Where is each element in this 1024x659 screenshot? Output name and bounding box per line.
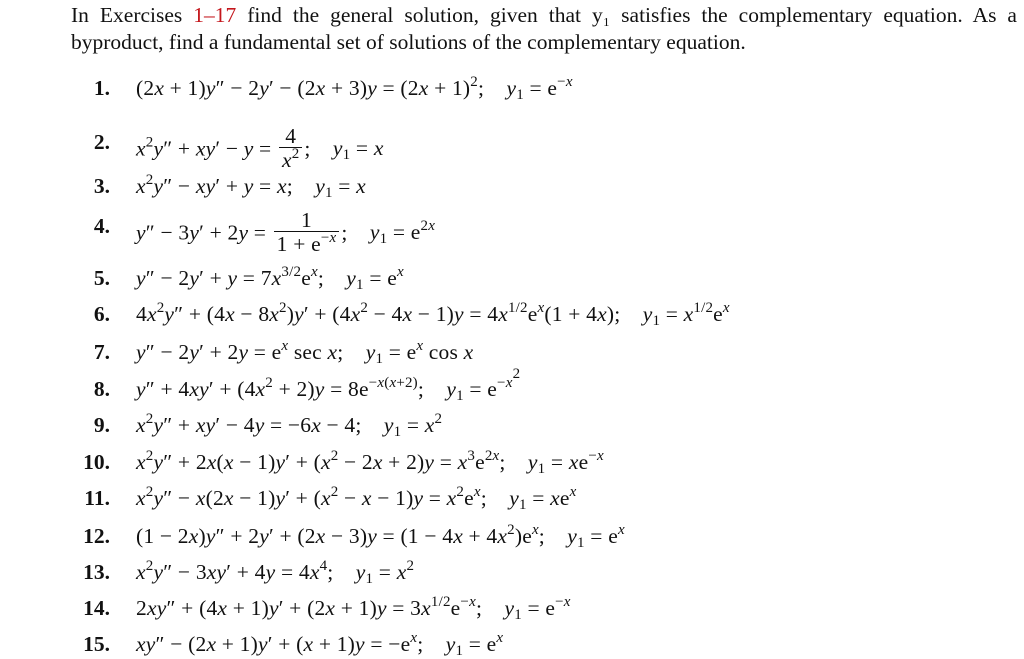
exercise-equation: $y'' + 4xy' + (4x^2 + 2)y = 8e^{-x(x+2)}$; $y_1 = e^{-x^2}$ — [136, 366, 521, 404]
exercise-number: 8. — [93, 377, 110, 401]
exercise-equation: $x^2y'' - 3xy' + 4y = 4x^4$; $y_1 = x^2$ — [136, 558, 415, 587]
exercise-equation: $x^2y'' + xy' - y$ = $\frac{4}{x^2}$ ; $y_1 = x$ — [136, 124, 384, 172]
exercise-equation: $(2x + 1)y'' - 2y' - (2x + 3)y = (2x + 1)^2$; $y_1 = e^{-x}$ — [136, 74, 573, 103]
given-solution: $y_1 = x$ — [315, 174, 366, 201]
exercise-equation: $x^2y'' + xy' - 4y = -6x - 4$; $y_1 = x^2$ — [136, 411, 443, 440]
given-solution: $y_1 = e^x$ — [346, 264, 404, 293]
exercise-equation: $2xy'' + (4x + 1)y' + (2x + 1)y = 3x^{1/2}e^{-x}$; $y_1 = e^{-x}$ — [136, 594, 571, 623]
exercise-number: 10. — [83, 450, 110, 474]
exercise-equation: $xy'' - (2x + 1)y' + (x + 1)y = -e^x$; $y_1 = e^x$ — [136, 630, 504, 659]
exercise-item — [0, 171, 1024, 201]
given-solution: $y_1 = x$ — [332, 136, 384, 164]
exercise-number: 2. — [93, 130, 110, 154]
exercise-item — [0, 521, 1024, 551]
exercise-item — [0, 299, 1024, 329]
exercise-number: 1. — [93, 76, 110, 100]
exercise-item — [0, 593, 1024, 623]
exercise-item — [0, 124, 1024, 172]
instructions-paragraph — [71, 2, 1017, 56]
exercise-item — [0, 263, 1024, 293]
given-solution: $y_1 = e^x$ cos x — [365, 338, 474, 367]
given-solution: $y_1 = xe^{-x}$ — [527, 448, 604, 477]
given-solution: $y_1 = e^{2x}$ — [369, 218, 436, 248]
exercise-number: 12. — [83, 524, 110, 548]
exercise-number: 3. — [93, 174, 110, 198]
exercise-equation: $4x^2y'' + (4x - 8x^2)y' + (4x^2 - 4x - 1)y = 4x^{1/2}e^x(1 + 4x)$; $y_1 = x^{1/2}e^x$ — [136, 300, 730, 329]
given-solution: $y_1 = e^{-x^2}$ — [446, 366, 521, 404]
intro-text-end: find the general solution, given that y₁ satisfies the complementary equation. As a byproduct, find a fundamental set of solutions of the complementary equation. — [71, 3, 1017, 54]
exercise-number: 9. — [93, 413, 110, 437]
given-solution: $y_1 = xe^x$ — [509, 484, 577, 513]
given-solution: $y_1 = e^x$ — [445, 630, 504, 659]
exercise-equation: y″ − 3y′ + 2y = $\frac{1}{1 + e^{-x}}$ ; $y_1 = e^{2x}$ — [136, 208, 436, 256]
given-solution: $y_1 = e^{-x}$ — [506, 74, 573, 103]
exercise-number: 13. — [83, 560, 110, 584]
exercise-range-link[interactable]: 1–17 — [193, 3, 237, 27]
given-solution: $y_1 = x^2$ — [383, 411, 443, 440]
given-solution: $y_1 = x^2$ — [355, 558, 415, 587]
exercise-item — [0, 410, 1024, 440]
exercise-number: 4. — [93, 214, 110, 238]
exercise-equation: $x^2y'' + 2x(x - 1)y' + (x^2 - 2x + 2)y = x^3e^{2x}$; $y_1 = xe^{-x}$ — [136, 448, 604, 477]
exercise-equation: $y'' - 2y' + 2y = e^x$ sec x; $y_1 = e^x$ cos x — [136, 338, 474, 367]
exercise-number: 7. — [93, 340, 110, 364]
given-solution: $y_1 = e^{-x}$ — [504, 594, 571, 623]
exercise-number: 5. — [93, 266, 110, 290]
exercise-item — [0, 337, 1024, 367]
exercise-item — [0, 73, 1024, 103]
exercise-item — [0, 483, 1024, 513]
exercise-item — [0, 447, 1024, 477]
exercise-number: 11. — [84, 486, 110, 510]
exercise-item — [0, 366, 1024, 404]
exercise-number: 15. — [83, 632, 110, 656]
given-solution: $y_1 = x^{1/2}e^x$ — [642, 300, 730, 329]
exercise-item — [0, 557, 1024, 587]
exercise-number: 14. — [83, 596, 110, 620]
exercise-item — [0, 208, 1024, 256]
exercise-equation: $x^2y'' - x(2x - 1)y' + (x^2 - x - 1)y = x^2e^x$; $y_1 = xe^x$ — [136, 484, 577, 513]
given-solution: $y_1 = e^x$ — [567, 522, 625, 551]
exercise-number: 6. — [93, 302, 110, 326]
exercise-equation: $y'' - 2y' + y = 7x^{3/2}e^x$; $y_1 = e^x$ — [136, 264, 404, 293]
exercise-equation: $(1 - 2x)y'' + 2y' + (2x - 3)y = (1 - 4x + 4x^2)e^x$; $y_1 = e^x$ — [136, 522, 625, 551]
intro-text-start: In Exercises — [71, 3, 194, 27]
exercise-equation: $x^2y'' - xy' + y = x$; $y_1 = x$ — [136, 172, 366, 201]
